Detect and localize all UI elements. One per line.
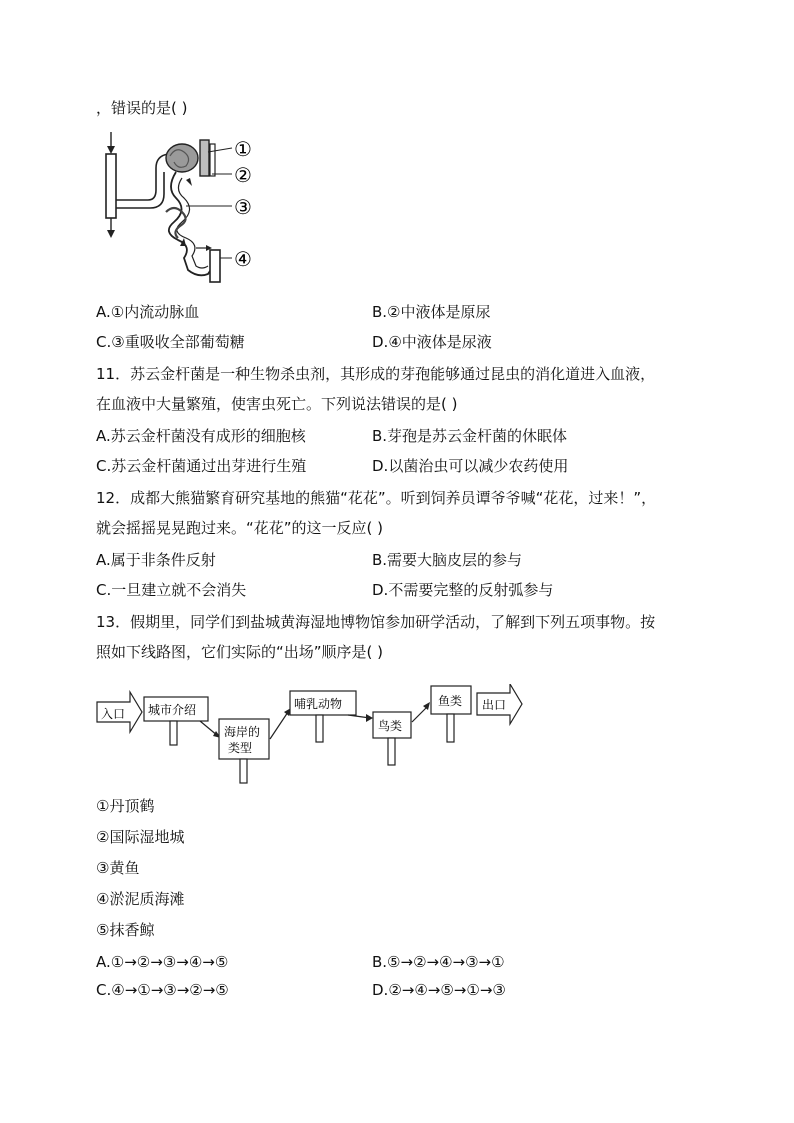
q13-option-d: D.②→④→⑤→①→③ xyxy=(372,981,506,999)
route-fish: 鱼类 xyxy=(438,694,463,708)
route-city-intro: 城市介绍 xyxy=(148,703,197,717)
q11-option-d: D.以菌治虫可以减少农药使用 xyxy=(372,457,569,475)
q12-option-c: C.一旦建立就不会消失 xyxy=(96,581,247,599)
q13-stem-line1: 13．假期里，同学们到盐城黄海湿地博物馆参加研学活动，了解到下列五项事物。按 xyxy=(96,613,656,631)
route-mammals: 哺乳动物 xyxy=(294,697,343,711)
q13-item-2: ②国际湿地城 xyxy=(96,828,185,846)
q10-option-d: D.④中液体是尿液 xyxy=(372,333,492,351)
route-exit: 出口 xyxy=(482,698,507,712)
route-coast-types-line1: 海岸的 xyxy=(224,725,261,739)
museum-route-diagram xyxy=(96,684,528,788)
q13-option-b: B.⑤→②→④→③→① xyxy=(372,953,505,971)
q10-stem-tail: ，错误的是( ) xyxy=(96,99,188,117)
q12-option-d: D.不需要完整的反射弧参与 xyxy=(372,581,554,599)
q12-stem-line1: 12．成都大熊猫繁育研究基地的熊猫“花花”。听到饲养员谭爷爷喊“花花，过来！”， xyxy=(96,489,657,507)
q11-stem-line2: 在血液中大量繁殖，使害虫死亡。下列说法错误的是( ) xyxy=(96,395,458,413)
q11-stem-line1: 11．苏云金杆菌是一种生物杀虫剂，其形成的芽孢能够通过昆虫的消化道进入血液， xyxy=(96,365,656,383)
nephron-label-4: ④ xyxy=(234,247,252,271)
route-entrance: 入口 xyxy=(101,707,126,721)
q12-option-a: A.属于非条件反射 xyxy=(96,551,216,569)
q13-option-c: C.④→①→③→②→⑤ xyxy=(96,981,229,999)
q10-option-b: B.②中液体是原尿 xyxy=(372,303,491,321)
q13-item-4: ④淤泥质海滩 xyxy=(96,890,185,908)
q12-stem-line2: 就会摇摇晃晃跑过来。“花花”的这一反应( ) xyxy=(96,519,384,537)
q11-option-c: C.苏云金杆菌通过出芽进行生殖 xyxy=(96,457,307,475)
nephron-diagram xyxy=(96,128,274,290)
q12-option-b: B.需要大脑皮层的参与 xyxy=(372,551,523,569)
q11-option-a: A.苏云金杆菌没有成形的细胞核 xyxy=(96,427,306,445)
q10-option-c: C.③重吸收全部葡萄糖 xyxy=(96,333,245,351)
route-birds: 鸟类 xyxy=(378,719,403,733)
nephron-label-2: ② xyxy=(234,163,252,187)
nephron-label-1: ① xyxy=(234,137,252,161)
q13-item-3: ③黄鱼 xyxy=(96,859,140,877)
q10-option-a: A.①内流动脉血 xyxy=(96,303,200,321)
q13-stem-line2: 照如下线路图，它们实际的“出场”顺序是( ) xyxy=(96,643,384,661)
route-coast-types-line2: 类型 xyxy=(228,741,253,755)
q13-option-a: A.①→②→③→④→⑤ xyxy=(96,953,229,971)
q11-option-b: B.芽孢是苏云金杆菌的休眠体 xyxy=(372,427,568,445)
nephron-label-3: ③ xyxy=(234,195,252,219)
q13-item-5: ⑤抹香鲸 xyxy=(96,921,155,939)
q13-item-1: ①丹顶鹤 xyxy=(96,797,155,815)
